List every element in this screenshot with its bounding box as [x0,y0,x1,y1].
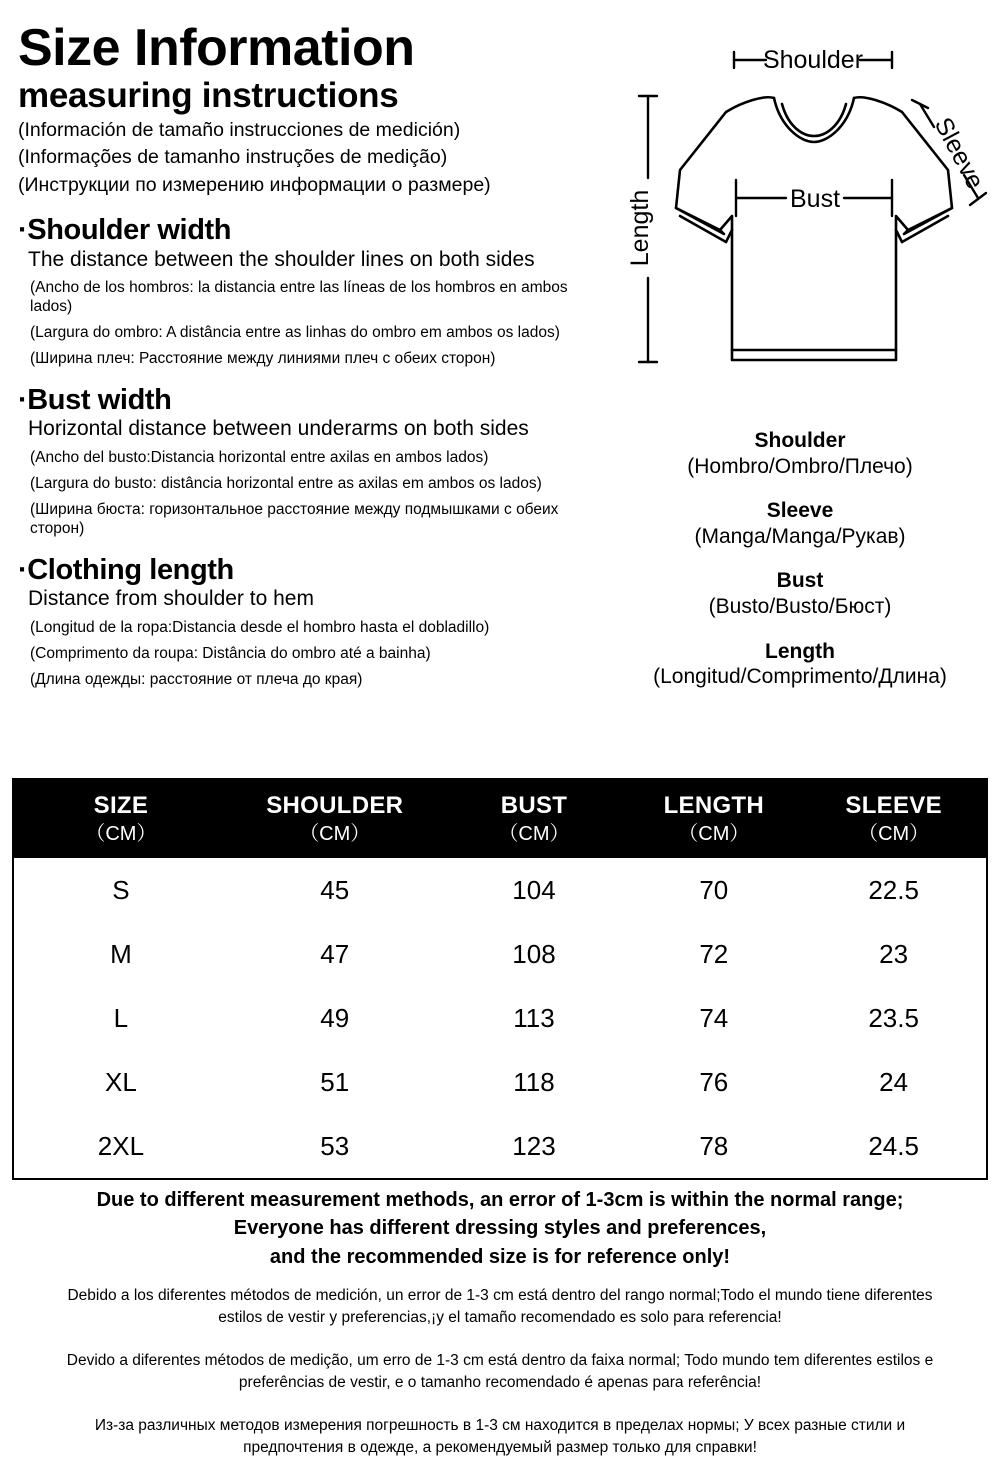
section-translation-es: (Ancho del busto:Distancia horizontal entre axilas en ambos lados) [30,449,489,467]
disclaimer-english [30,1186,970,1271]
section-description: The distance between the shoulder lines on both sides [28,247,535,271]
section-shoulder-width [18,215,596,369]
page-title: Size Information [18,19,415,77]
bust-label: Bust [789,185,841,213]
cell-bust: 108 [512,939,556,969]
cell-sleeve: 24 [879,1067,909,1097]
legend-item-sleeve [600,498,1000,549]
table-row [14,858,986,922]
disclaimer-pt: Devido a diferentes métodos de medição, um erro de 1-3 cm está dentro da faixa normal; Todo mundo tem diferentes estilos e preferências de vestir, e o tamanho recomendado é apenas para referência! [66,1352,934,1391]
disclaimer-line: and the recommended size is for reference only! [269,1245,731,1268]
shoulder-label: Shoulder [762,46,864,74]
column-unit: （CM） [858,823,930,845]
instructions-column [18,19,596,689]
cell-bust: 123 [512,1131,556,1161]
disclaimer-line: Due to different measurement methods, an error of 1-3cm is within the normal range; [96,1189,904,1211]
section-heading: ·Shoulder width [18,214,232,247]
table-row [14,986,986,1050]
cell-shoulder: 51 [320,1067,350,1097]
cell-length: 72 [699,939,729,969]
cell-shoulder: 45 [320,875,350,905]
length-label: Length [626,189,654,267]
legend-label-en: Length [765,639,835,663]
legend-item-length [600,639,1000,690]
section-translation-ru: (Ширина бюста: горизонтальное расстояние между подмышками с обеих сторон) [30,500,559,537]
cell-length: 78 [699,1131,729,1161]
section-clothing-length [18,555,596,690]
section-description: Horizontal distance between underarms on both sides [28,417,529,441]
legend-label-translations: (Busto/Busto/Бюст) [708,595,892,619]
section-translation-pt: (Comprimento da roupa: Distância do ombro até a bainha) [30,644,431,662]
section-heading: ·Bust width [18,383,172,416]
column-header-sleeve [801,780,986,858]
cell-bust: 118 [513,1067,555,1097]
cell-size: XL [105,1067,137,1097]
cell-sleeve: 22.5 [868,875,919,905]
legend-label-translations: (Manga/Manga/Рукав) [694,524,906,548]
measurement-legend [600,428,1000,690]
legend-label-translations: (Longitud/Comprimento/Длина) [653,665,947,689]
cell-bust: 113 [513,1003,555,1033]
cell-bust: 104 [512,875,556,905]
column-title: SHOULDER [266,792,404,819]
table-row [14,1114,986,1178]
legend-item-shoulder [600,428,1000,479]
column-header-shoulder [228,780,442,858]
legend-label-translations: (Hombro/Ombro/Плечо) [687,454,913,478]
column-header-length [626,780,801,858]
column-title: LENGTH [663,792,765,819]
cell-length: 74 [699,1003,729,1033]
disclaimer-line: Everyone has different dressing styles and preferences, [233,1217,767,1240]
cell-shoulder: 47 [320,939,350,969]
column-title: SIZE [93,792,149,819]
cell-size: S [112,875,130,905]
section-translation-es: (Longitud de la ropa:Distancia desde el hombro hasta el dobladillo) [30,618,490,636]
cell-size: M [110,939,132,969]
sleeve-label: Sleeve [928,112,990,194]
title-translation-es: (Información de tamaño instrucciones de medición) [18,118,461,141]
section-heading: ·Clothing length [18,553,234,586]
column-unit: （CM） [678,823,750,845]
column-unit: （CM） [85,823,157,845]
legend-label-en: Shoulder [754,429,846,452]
title-translation-ru: (Инструкции по измерению информации о размере) [18,174,491,197]
section-translation-es: (Ancho de los hombros: la distancia entre las líneas de los hombros en ambos lados) [30,279,568,316]
size-table [12,778,988,1180]
cell-size: 2XL [97,1131,145,1161]
section-bust-width [18,385,596,539]
column-unit: （CM） [299,823,371,845]
column-unit: （CM） [498,823,570,845]
table-row [14,1050,986,1114]
legend-item-bust [600,568,1000,619]
column-title: BUST [500,792,568,819]
disclaimer-ru: Из-за различных методов измерения погрешность в 1-3 см находится в пределах нормы; У всех разные стили и предпочтения в одежде, а рекомендуемый размер только для справки! [94,1417,906,1456]
cell-size: L [113,1003,129,1033]
cell-sleeve: 23.5 [868,1003,919,1033]
cell-length: 76 [699,1067,729,1097]
legend-label-en: Sleeve [766,499,834,523]
title-translation-pt: (Informações de tamanho instruções de medição) [18,146,448,169]
column-title: SLEEVE [845,792,942,819]
section-translation-ru: (Длина одежды: расстояние от плеча до края) [30,670,363,688]
section-translation-pt: (Largura do busto: distância horizontal entre as axilas em ambos os lados) [30,474,542,492]
cell-sleeve: 23 [879,939,909,969]
tshirt-diagram [614,30,994,415]
disclaimer-translations [45,1285,955,1459]
cell-sleeve: 24.5 [868,1131,919,1161]
section-description: Distance from shoulder to hem [28,587,314,611]
section-translation-ru: (Ширина плеч: Расстояние между линиями плеч с обеих сторон) [30,350,496,368]
legend-label-en: Bust [776,569,824,593]
table-row [14,922,986,986]
cell-length: 70 [699,875,729,905]
cell-shoulder: 53 [320,1131,350,1161]
table-header-row [14,780,986,858]
disclaimer-es: Debido a los diferentes métodos de medición, un error de 1-3 cm está dentro del rango normal;Todo el mundo tiene diferentes estilos de vestir y preferencias,¡y el tamaño recomendado es solo para referencia! [67,1287,933,1326]
column-header-bust [442,780,627,858]
section-translation-pt: (Largura do ombro: A distância entre as linhas do ombro em ambos os lados) [30,324,560,342]
cell-shoulder: 49 [320,1003,350,1033]
column-header-size [14,780,228,858]
page-subtitle: measuring instructions [18,76,399,116]
